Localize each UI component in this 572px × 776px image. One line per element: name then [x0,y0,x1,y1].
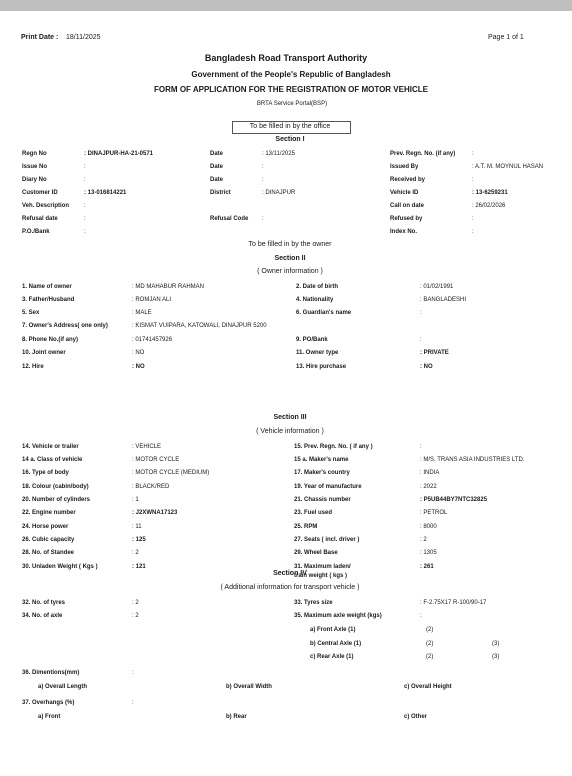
field-value: : 2 [132,600,139,606]
field-label: 13. Hire purchase [296,364,347,370]
field-label: Issue No [22,164,48,170]
field-value: : [420,310,422,316]
field-value: : [132,670,134,676]
field-value: : DINAJPUR [262,190,296,196]
field-label: b) Overall Width [226,684,272,690]
field-value: : PETROL [420,510,448,516]
axle-value: (3) [492,641,500,647]
field-label: 4. Nationality [296,297,334,303]
field-label: Issued By [390,164,419,170]
section-3-title: Section III [273,414,307,421]
field-value: : [262,177,264,183]
field-label: 8. Phone No.(if any) [22,337,79,343]
field-label: 29. Wheel Base [294,550,338,556]
authority-title: Bangladesh Road Transport Authority [204,53,368,63]
field-value: : [420,613,422,619]
field-label: Date [210,164,224,170]
field-value: : [262,216,264,222]
field-label: Refusal date [22,216,58,222]
field-value: : DINAJPUR-HA-21-0571 [84,151,154,157]
portal-name: BRTA Service Portal(BSP) [256,101,328,107]
field-label: 16. Type of body [22,470,69,476]
field-label: Veh. Description [22,203,70,209]
field-label: 2. Date of birth [296,284,339,290]
field-label: 27. Seats ( incl. driver ) [294,537,360,543]
axle-value: (2) [426,641,434,647]
field-value: : BANGLADESHI [420,297,467,303]
field-label: 21. Chassis number [294,497,351,503]
field-label: 30. Unladen Weight ( Kgs ) [22,564,98,570]
field-label: Prev. Regn. No. (if any) [390,151,456,157]
field-value: : [84,164,86,170]
field-label: 22. Engine number [22,510,76,516]
field-value: : INDIA [420,470,440,476]
form-title: FORM OF APPLICATION FOR THE REGISTRATION OF MOTOR VEHICLE [154,85,428,94]
axle-value: (2) [426,627,434,633]
field-value: : 2 [420,537,427,543]
field-label: Refused by [390,216,423,222]
field-label: 3. Father/Husband [22,297,75,303]
field-value: : 11 [132,524,142,530]
field-label: Received by [390,177,426,183]
field-value: : [472,229,474,235]
browser-top-bar [0,0,572,11]
field-value: : MD MAHABUR RAHMAN [132,284,205,290]
field-label: Call on date [390,203,425,209]
field-label: Customer ID [22,190,58,196]
field-label: 37. Overhangs (%) [22,700,75,706]
field-label: 36. Dimentions(mm) [22,670,80,676]
field-value: : MALE [132,310,152,316]
field-label: 26. Cubic capacity [22,537,75,543]
field-label: 7. Owner's Address( one only) [22,323,108,329]
field-value: : [262,164,264,170]
field-label: c) Overall Height [404,684,452,690]
section-2-title: Section II [274,255,306,262]
field-value: : [472,177,474,183]
field-value: : BLACK/RED [132,484,170,490]
field-value: : J2XWNA17123 [132,510,178,516]
axle-value: (2) [426,654,434,660]
field-label: 11. Owner type [296,350,339,356]
field-label: Vehicle ID [390,190,419,196]
field-label: 15. Prev. Regn. No. ( if any ) [294,444,373,450]
field-label: 31. Maximum laden/ [294,564,351,570]
field-label: 35. Maximum axle weight (kgs) [294,613,382,619]
field-label: Index No. [390,229,418,235]
field-label: a) Overall Length [38,684,88,690]
field-label: 34. No. of axle [22,613,63,619]
field-value: : A.T. M. MOYNUL HASAN [472,164,544,170]
section-3-subtitle: ( Vehicle information ) [256,428,324,435]
field-value: : 121 [132,564,146,570]
field-value: : ROMJAN ALI [132,297,172,303]
field-value: : 13-016814221 [84,190,127,196]
section-2-subtitle: ( Owner information ) [257,268,323,275]
axle-value: (3) [492,654,500,660]
axle-label: b) Central Axle (1) [310,641,362,647]
field-label: P.O./Bank [22,229,50,235]
field-label: c) Other [404,714,428,720]
field-value: : P5UB44BY7NTC32825 [420,497,488,503]
field-label: Date [210,151,224,157]
field-label: 14 a. Class of vehicle [22,457,83,463]
field-value: : 125 [132,537,146,543]
field-value: : NO [420,364,433,370]
field-label: a) Front [38,714,61,720]
field-label: 23. Fuel used [294,510,333,516]
field-label: 18. Colour (cabin/body) [22,484,89,490]
field-value: : [472,151,474,157]
field-value: : F-2.75X17 R-100/90-17 [420,600,487,606]
field-value: : 8000 [420,524,437,530]
field-label: b) Rear [226,714,247,720]
field-value: : MOTOR CYCLE [132,457,180,463]
field-value: : 2022 [420,484,437,490]
field-value: : 01741457926 [132,337,173,343]
field-label: Diary No [22,177,47,183]
office-heading: To be filled in by the office [249,123,331,130]
field-label: 5. Sex [22,310,40,316]
field-label: Refusal Code [210,216,249,222]
field-label: 17. Maker's country [294,470,350,476]
field-value: : [84,229,86,235]
field-value: : [420,337,422,343]
field-value: : 01/02/1991 [420,284,454,290]
field-label: 24. Horse power [22,524,69,530]
field-label: train weight ( kgs ) [294,573,348,579]
field-label: 6. Guardian's name [296,310,352,316]
field-value: : 1 [132,497,139,503]
field-label: 10. Joint owner [22,350,66,356]
field-label: 20. Number of cylinders [22,497,91,503]
section-1-title: Section I [275,136,305,143]
page-number: Page 1 of 1 [488,34,524,41]
section-4-title: Section IV [273,570,307,577]
field-label: 9. PO/Bank [296,337,328,343]
field-label: 25. RPM [294,524,318,530]
field-value: : [84,177,86,183]
field-value: : [84,216,86,222]
field-value: : VEHICLE [132,444,162,450]
field-value: : [420,444,422,450]
government-title: Government of the People's Republic of Bangladesh [191,70,391,79]
field-value: : KISMAT VUIPARA, KATOWALI, DINAJPUR 5200 [132,323,267,329]
field-label: Date [210,177,224,183]
axle-label: c) Rear Axle (1) [310,654,354,660]
field-label: 12. Hire [22,364,44,370]
field-value: : 1305 [420,550,437,556]
field-value: : 2 [132,550,139,556]
print-date: 18/11/2025 [66,34,101,41]
field-label: District [210,190,231,196]
field-label: 19. Year of manufacture [294,484,362,490]
field-label: 32. No. of tyres [22,600,66,606]
field-label: 15 a. Maker's name [294,457,349,463]
axle-label: a) Front Axle (1) [310,627,356,633]
section-4-subtitle: ( Additional information for transport vehicle ) [220,584,360,591]
owner-heading: To be filled in by the owner [248,241,332,248]
field-label: 33. Tyres size [294,600,333,606]
field-value: : NO [132,350,145,356]
field-value: : MOTOR CYCLE (MEDIUM) [132,470,210,476]
field-label: 1. Name of owner [22,284,72,290]
field-value: : PRIVATE [420,350,449,356]
field-label: 14. Vehicle or trailer [22,444,79,450]
field-value: : [132,700,134,706]
field-label: 28. No. of Standee [22,550,75,556]
field-value: : [472,216,474,222]
field-label: Regn No [22,151,47,157]
field-value: : 261 [420,564,434,570]
print-date-label: Print Date : [21,34,59,41]
field-value: : 13/11/2025 [262,151,295,157]
field-value: : NO [132,364,145,370]
field-value: : M/S. TRANS ASIA INDUSTRIES LTD. [420,457,525,463]
field-value: : 26/02/2026 [472,203,506,209]
field-value: : [84,203,86,209]
field-value: : 2 [132,613,139,619]
field-value: : 13-6259231 [472,190,508,196]
